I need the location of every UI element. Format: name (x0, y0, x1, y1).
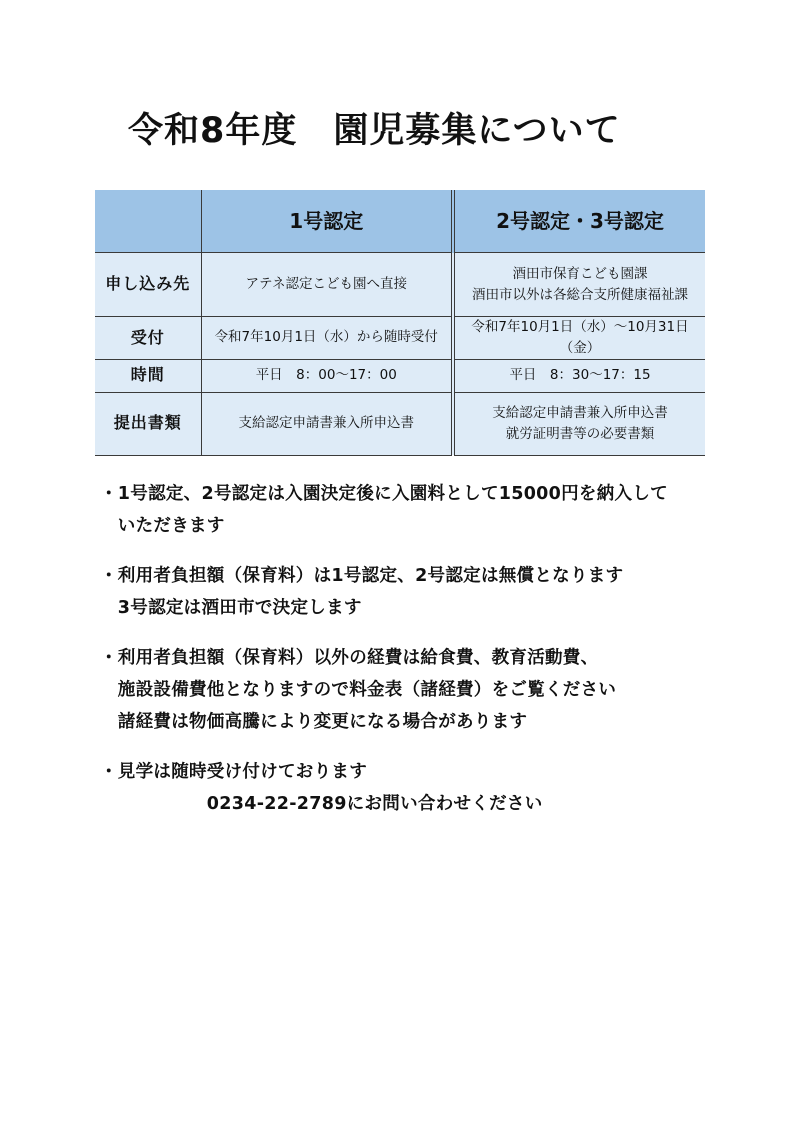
cell-type1 (201, 317, 453, 360)
note-line: 0234-22-2789にお問い合わせください (100, 794, 543, 814)
table-row (95, 253, 705, 317)
table-row (95, 392, 705, 455)
enrollment-table (95, 190, 705, 456)
row-label: 申し込み先 (95, 253, 201, 317)
note-item (100, 560, 760, 624)
note-line: 3号認定は酒田市で決定します (100, 598, 362, 618)
note-item (100, 642, 760, 738)
header-cell-blank (95, 190, 201, 253)
cell-type23 (453, 253, 705, 317)
header-cell-type1: 1号認定 (201, 190, 453, 253)
cell-text: 令和7年10月1日（水）～10月31日（金） (471, 319, 689, 356)
cell-text: アテネ認定こども園へ直接 (245, 276, 407, 293)
cell-type1 (201, 253, 453, 317)
cell-type1 (201, 359, 453, 392)
table-header-row (95, 190, 705, 253)
note-item (100, 478, 760, 542)
row-label: 受付 (95, 317, 201, 360)
table-row (95, 359, 705, 392)
page-title: 令和8年度 園児募集について (128, 111, 621, 151)
note-line: 諸経費は物価高騰により変更になる場合があります (100, 712, 528, 732)
note-line: 施設設備費他となりますので料金表（諸経費）をご覧ください (100, 680, 617, 700)
cell-text: 酒田市以外は各総合支所健康福祉課 (472, 286, 688, 303)
cell-type23 (453, 317, 705, 360)
row-label: 時間 (95, 359, 201, 392)
header-cell-type23: 2号認定・3号認定 (453, 190, 705, 253)
note-line: ・利用者負担額（保育料）以外の経費は給食費、教育活動費、 (100, 648, 599, 668)
cell-text: 平日 8：30～17：15 (509, 367, 651, 384)
cell-text: 支給認定申請書兼入所申込書 (492, 404, 668, 421)
cell-text: 平日 8：00～17：00 (255, 367, 397, 384)
cell-type23 (453, 359, 705, 392)
note-item (100, 756, 760, 820)
note-line: ・利用者負担額（保育料）は1号認定、2号認定は無償となります (100, 566, 624, 586)
cell-text: 令和7年10月1日（水）から随時受付 (214, 329, 438, 346)
cell-text: 就労証明書等の必要書類 (505, 425, 655, 442)
note-line: ・見学は随時受け付けております (100, 762, 367, 782)
cell-type1 (201, 392, 453, 455)
note-line: ・1号認定、2号認定は入園決定後に入園料として15000円を納入して (100, 484, 668, 504)
note-line: いただきます (100, 516, 225, 536)
cell-type23 (453, 392, 705, 455)
table-row (95, 317, 705, 360)
row-label: 提出書類 (95, 392, 201, 455)
cell-text: 酒田市保育こども園課 (512, 265, 648, 282)
notes-section (100, 478, 760, 838)
cell-text: 支給認定申請書兼入所申込書 (238, 415, 414, 432)
